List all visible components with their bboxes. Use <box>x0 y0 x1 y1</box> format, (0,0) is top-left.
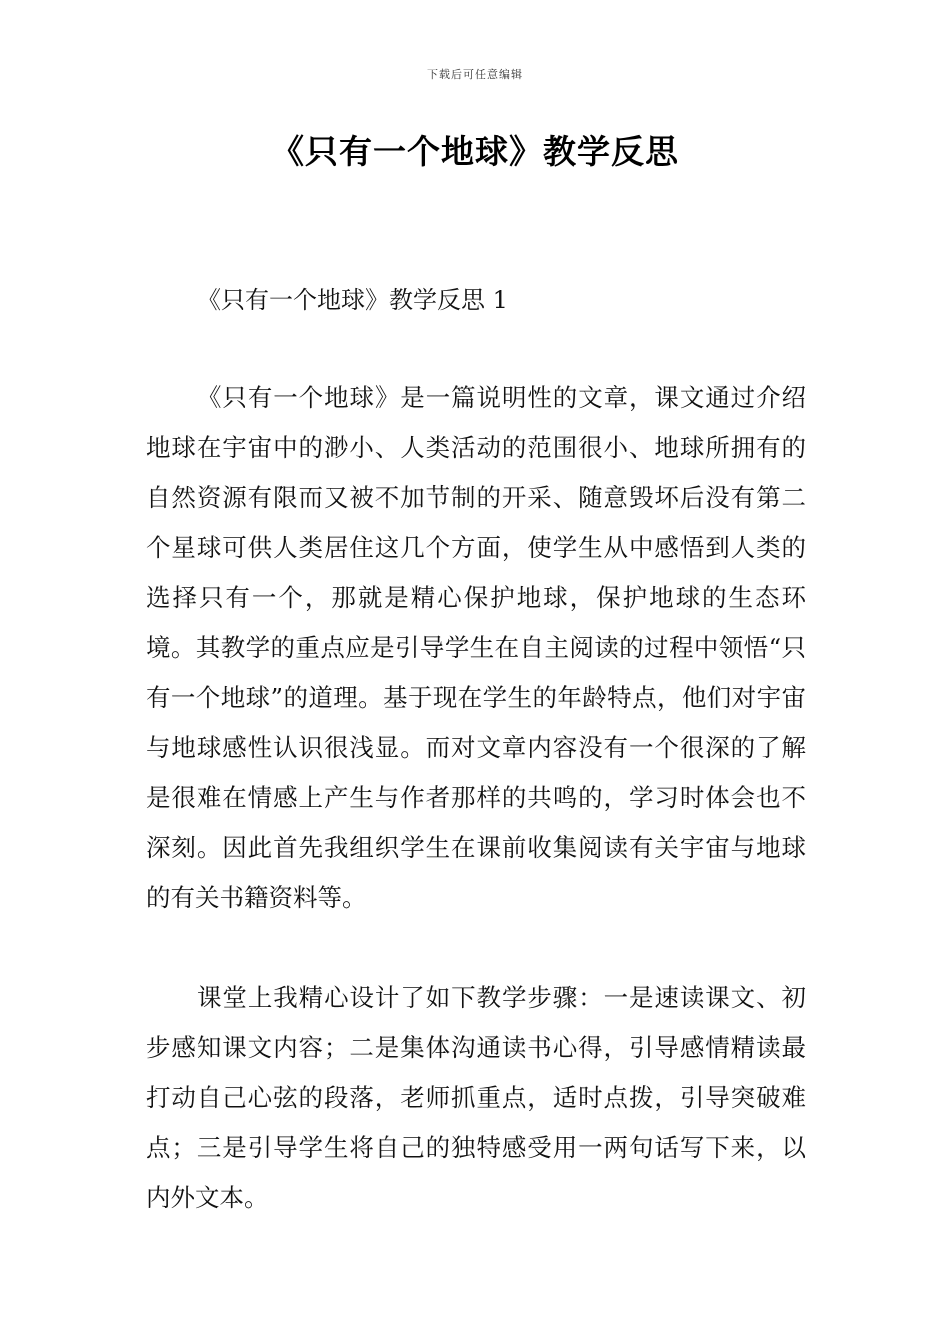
section-heading: 《只有一个地球》教学反思 1 <box>197 286 508 314</box>
page-title: 《只有一个地球》教学反思 <box>271 132 679 171</box>
body-paragraph-1: 《只有一个地球》是一篇说明性的文章，课文通过介绍地球在宇宙中的渺小、人类活动的范围很小、地球所拥有的自然资源有限而又被不加节制的开采、随意毁坏后没有第二个星球可供人类居住这几个方面，使学生从中感悟到人类的选择只有一个，那就是精心保护地球，保护地球的生态环境。其教学的重点应是引导学生在自主阅读的过程中领悟“只有一个地球”的道理。基于现在学生的年龄特点，他们对宇宙与地球感性认识很浅显。而对文章内容没有一个很深的了解是很难在情感上产生与作者那样的共鸣的，学习时体会也不深刻。因此首先我组织学生在课前收集阅读有关宇宙与地球的有关书籍资料等。 <box>146 383 806 912</box>
header-note: 下载后可任意编辑 <box>427 68 523 81</box>
body-paragraph-2: 课堂上我精心设计了如下教学步骤：一是速读课文、初步感知课文内容；二是集体沟通读书心得，引导感情精读最打动自己心弦的段落，老师抓重点，适时点拨，引导突破难点；三是引导学生将自己的独特感受用一两句话写下来，以内外文本。 <box>146 983 806 1212</box>
